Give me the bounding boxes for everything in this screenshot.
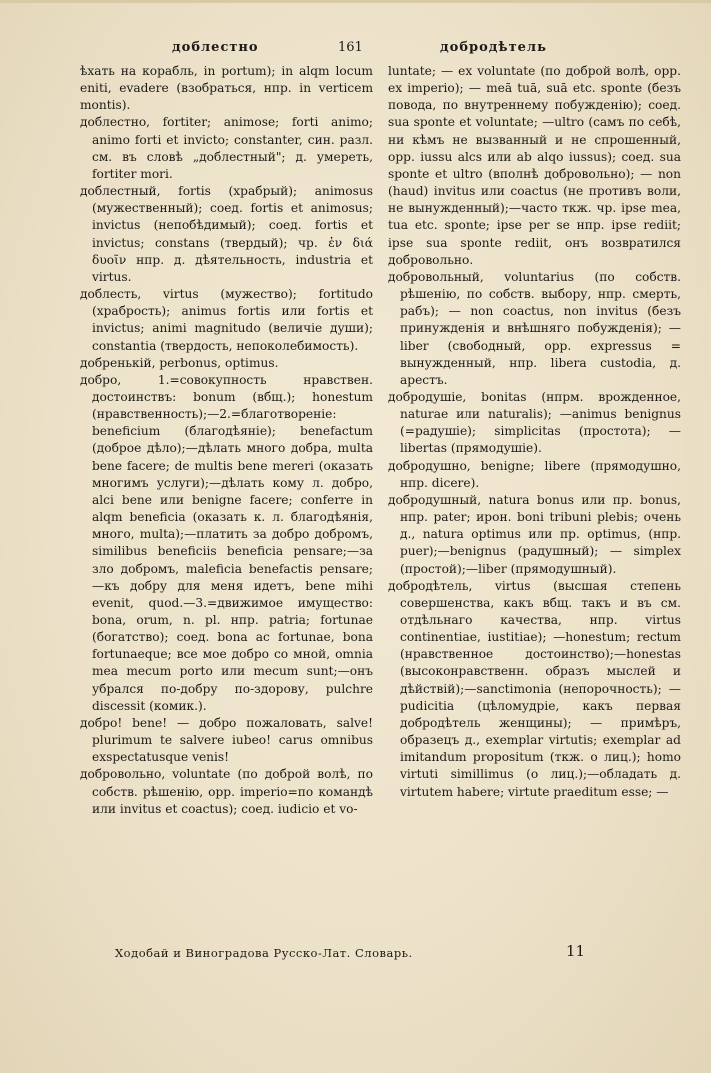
entry-continuation: ѣхать на корабль, in portum); in alqm locum eniti, evadere (взобраться, нпр. in verticem montis). <box>80 64 373 113</box>
page-number: 161 <box>338 40 363 55</box>
entry-doblest: доблесть, virtus (мужество); fortitudo (храбрость); animus fortis или fortis et invictus; animi magnitudo (величіе души); constantia (твердость, непоколебимость). <box>80 287 373 353</box>
page-footer: Ходобай и Виноградова Русско-Лат. Словарь. <box>115 946 413 960</box>
entry-dobrovolny: добровольный, voluntarius (по собств. рѣшенію, по собств. выбору, нпр. смерть, рабъ); — non coactus, non invitus (безъ принужденія и внѣшняго побужденія); — liber (свободный, opp. expressus = вынужденный, нпр. libera custodia, д. арестъ. <box>388 269 681 387</box>
signature-mark: 11 <box>566 942 586 960</box>
entry-dobrodushny: добродушный, natura bonus или пр. bonus, нпр. pater; ирон. boni tribuni plebis; очень д., natura optimus или пр. optimus, (нпр. puer);—benignus (радушный); — simplex (простой);—liber (прямодушный). <box>388 492 681 576</box>
left-column <box>80 63 373 818</box>
entry-dobrodushno: добродушно, benigne; libere (прямодушно, нпр. dicere). <box>388 458 681 490</box>
entry-dobrodushie: добродушіе, bonitas (нпрм. врожденное, naturae или naturalis); —animus benignus (=радушіе); simplicitas (простота); — libertas (прямодушіе). <box>388 389 681 456</box>
entry-continuation: luntate; — ex voluntate (по доброй волѣ, opp. ex imperio); — meā tuā, suā etc. sponte (безъ повода, по внутреннему побужденію); соед. sua sponte et voluntate; —ultro (самъ по себѣ, ни кѣмъ не вызванный и не спрошенный, opp. iussu alcs или ab alqo iussus); соед. sua sponte et ultro (вполнѣ добровольно); — non (haud) invitus или coactus (не противъ воли, не вынужденный);—часто ткж. чр. ipse mea, tua etc. sponte; ipse per se нпр. ipse rediit; ipse sua sponte rediit, онъ возвратился добровольно. <box>388 64 681 267</box>
running-head-right: добродѣтель <box>440 40 547 55</box>
entry-dobrenky: добренькій, perbonus, optimus. <box>80 355 279 370</box>
entry-dobro: добро, 1.=совокупность нравствен. достоинствъ: bonum (вбщ.); honestum (нравственность);—2.=благотвореніе: beneficium (благодѣяніе); benefactum (доброе дѣло);—дѣлать много добра, multa bene facere; de multis bene mereri (оказать многимъ услуги);—дѣлать кому л. добро, alci bene или benigne facere; conferre in alqm beneficia (оказать к. л. благодѣянія, много, multa);—платить за добро добромъ, similibus beneficiis beneficia pensare;—за зло добромъ, maleficia benefactis pensare;—къ добру для меня идетъ, bene mihi evenit, quod.—3.=движимое имущество: bona, orum, n. pl. нпр. patria; fortunae (богатство); соед. bona ac fortunae, bona fortunaeque; все мое добро со мной, omnia mea mecum porto или mecum sunt;—онъ убрался по-добру по-здорову, pulchre discessit (комик.). <box>80 372 373 713</box>
entry-dobrovolno: добровольно, voluntate (по доброй волѣ, по собств. рѣшенію, opp. imperio=по командѣ или invitus et coactus); соед. iudicio et vo- <box>80 767 373 816</box>
running-head-left: доблестно <box>172 40 259 55</box>
right-column <box>388 63 681 801</box>
entry-doblestny: доблестный, fortis (храбрый); animosus (мужественный); соед. fortis et animosus; invictus (непобѣдимый); соед. fortis et invictus; constans (твердый); чр. ἐν διά δυοῖν нпр. д. дѣятельность, industria et virtus. <box>80 184 373 284</box>
entry-dobrodetel: добродѣтель, virtus (высшая степень совершенства, какъ вбщ. такъ и въ см. отдѣльнаго качества, нпр. virtus continentiae, iustitiae); —honestum; rectum (нравственное достоинство);—honestas (высоконравственн. образъ мыслей и дѣйствій);—sanctimonia (непорочность); — pudicitia (цѣломудріе, какъ первая добродѣтель женщины); — примѣръ, образецъ д., exemplar virtutis; exemplar ad imitandum propositum (ткж. о лиц.); homo virtuti simillimus (о лиц.);—обладать д. virtutem habere; virtute praeditum esse; — <box>388 578 681 799</box>
page-top-edge <box>0 0 711 3</box>
entry-dobro-interj: добро! bene! — добро пожаловать, salve! plurimum te salvere iubeo! carus omnibus exspectatusque venis! <box>80 715 373 765</box>
entry-doblestno: доблестно, fortiter; animose; forti animo; animo forti et invicto; constanter, син. разл. см. въ словѣ „доблестный"; д. умереть, fortiter mori. <box>80 115 373 181</box>
